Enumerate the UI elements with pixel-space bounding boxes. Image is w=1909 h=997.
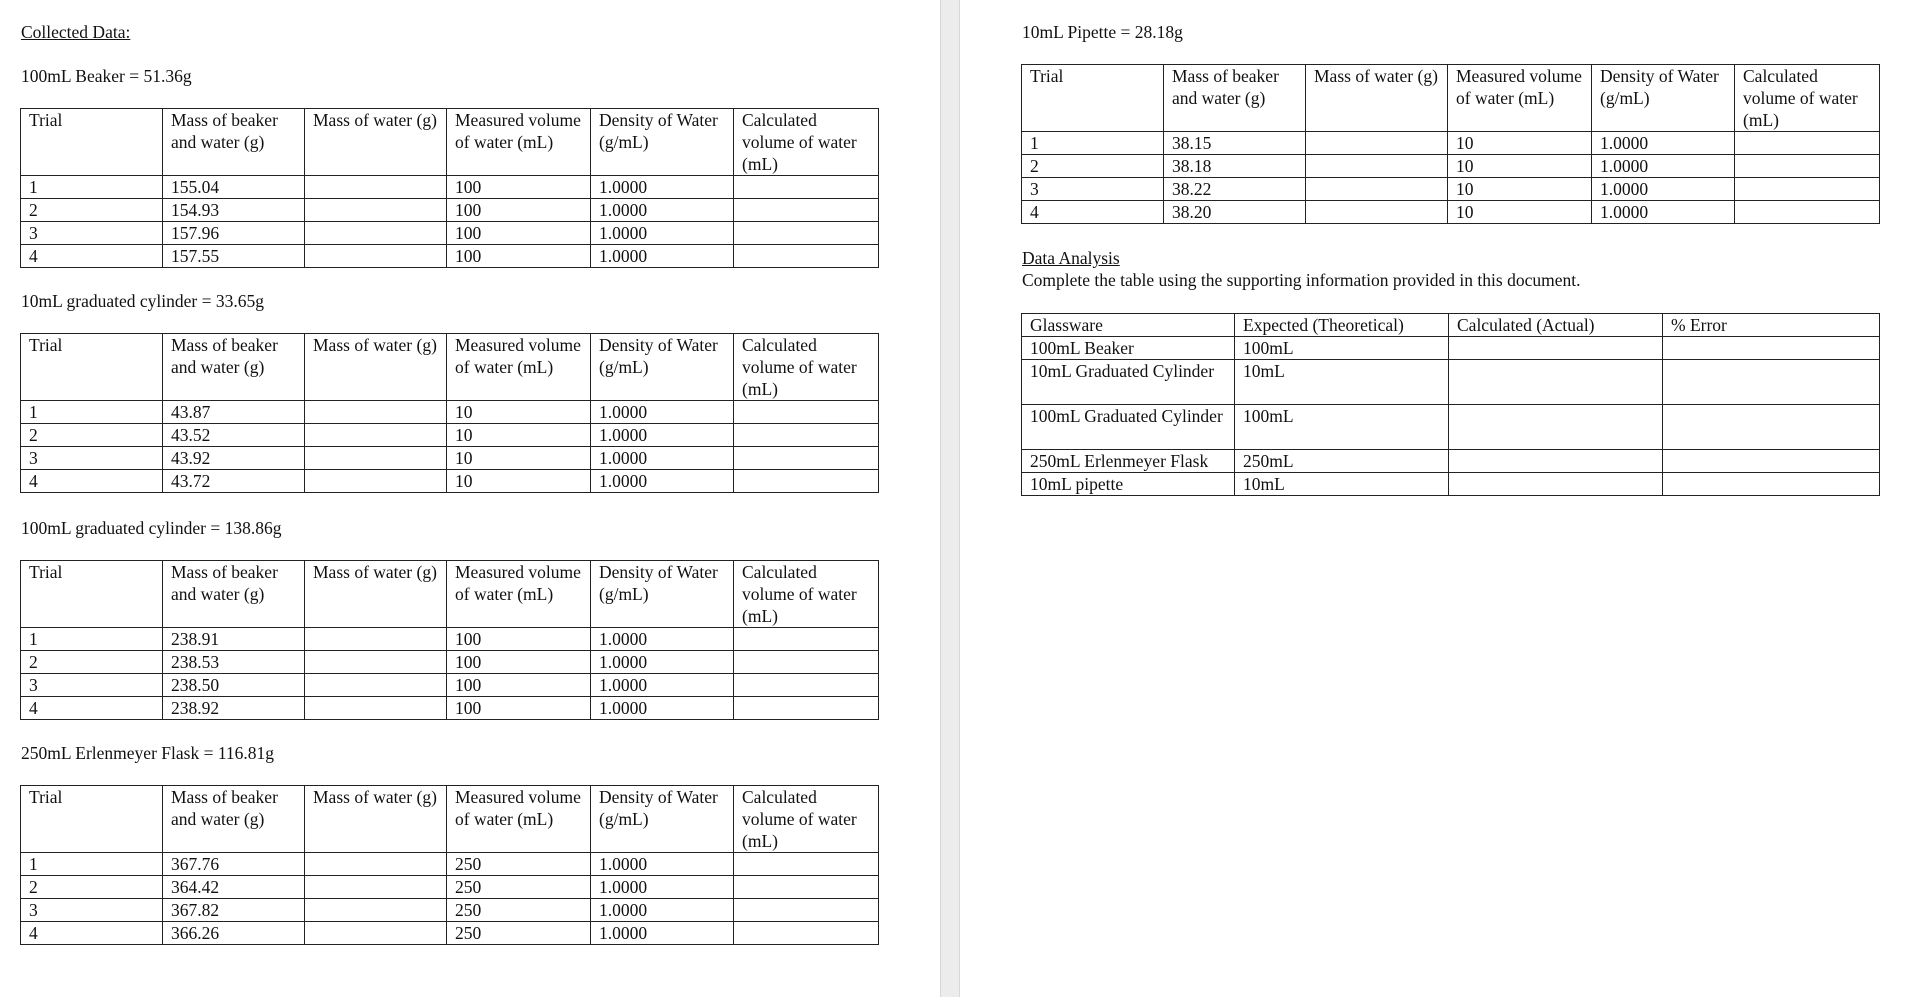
cell-mass[interactable]: 367.82 [163,899,305,922]
table-row [1022,132,1880,155]
cell-density[interactable]: 1.0000 [1592,132,1735,155]
cell-water[interactable] [305,470,447,493]
cell-water[interactable] [305,876,447,899]
header-cell: Mass of beaker and water (g) [163,786,305,853]
cell-trial[interactable]: 1 [21,853,163,876]
cell-calc[interactable] [734,853,879,876]
table-header-row [21,334,879,401]
cell-mass[interactable]: 38.20 [1164,201,1306,224]
data-table [20,785,879,945]
cell-trial[interactable]: 3 [21,222,163,245]
cell-glassware[interactable]: 10mL Graduated Cylinder [1022,360,1235,405]
cell-trial[interactable]: 4 [21,697,163,720]
cell-mass[interactable]: 154.93 [163,199,305,222]
cell-calc[interactable] [734,199,879,222]
table-row [21,922,879,945]
header-cell: Trial [1022,65,1164,132]
cell-volume[interactable]: 250 [447,876,591,899]
table-label: 10mL graduated cylinder = 33.65g [21,291,264,311]
table-row [21,899,879,922]
cell-calc[interactable] [734,447,879,470]
cell-trial[interactable]: 2 [21,876,163,899]
cell-calc[interactable] [734,922,879,945]
table-row [1022,155,1880,178]
cell-mass[interactable]: 157.55 [163,245,305,268]
cell-density[interactable]: 1.0000 [591,922,734,945]
header-cell: Trial [21,786,163,853]
cell-water[interactable] [305,651,447,674]
cell-actual[interactable] [1449,450,1663,473]
table-label: 10mL Pipette = 28.18g [1022,22,1183,42]
data-table [20,333,879,493]
pipette-data-table [1021,64,1880,224]
cell-trial[interactable]: 2 [1022,155,1164,178]
cell-mass[interactable]: 38.22 [1164,178,1306,201]
cell-mass[interactable]: 38.18 [1164,155,1306,178]
cell-trial[interactable]: 3 [21,674,163,697]
cell-density[interactable]: 1.0000 [591,899,734,922]
cell-error[interactable] [1663,450,1880,473]
analysis-instruction: Complete the table using the supporting information provided in this document. [1022,270,1581,290]
cell-trial[interactable]: 2 [21,424,163,447]
table-header-row [21,786,879,853]
header-cell: Density of Water (g/mL) [591,334,734,401]
header-cell: Trial [21,334,163,401]
cell-water[interactable] [305,199,447,222]
cell-volume[interactable]: 10 [1448,155,1592,178]
cell-calc[interactable] [734,674,879,697]
cell-calc[interactable] [1735,132,1880,155]
table-row [1022,178,1880,201]
cell-calc[interactable] [734,222,879,245]
table-header-row [1022,65,1880,132]
cell-expected[interactable]: 100mL [1235,405,1449,450]
cell-calc[interactable] [734,651,879,674]
cell-trial[interactable]: 1 [21,401,163,424]
cell-water[interactable] [305,424,447,447]
cell-trial[interactable]: 2 [21,199,163,222]
header-cell: Calculated (Actual) [1449,314,1663,337]
header-cell: Glassware [1022,314,1235,337]
table-row [21,697,879,720]
cell-water[interactable] [1306,155,1448,178]
header-cell: Density of Water (g/mL) [1592,65,1735,132]
document-page-left [0,0,940,997]
cell-volume[interactable]: 100 [447,245,591,268]
cell-water[interactable] [305,674,447,697]
cell-volume[interactable]: 10 [1448,178,1592,201]
cell-water[interactable] [305,447,447,470]
cell-trial[interactable]: 4 [21,922,163,945]
cell-density[interactable]: 1.0000 [1592,201,1735,224]
cell-volume[interactable]: 10 [447,447,591,470]
cell-density[interactable]: 1.0000 [591,674,734,697]
table-header-row [21,561,879,628]
data-table [20,560,879,720]
cell-density[interactable]: 1.0000 [591,697,734,720]
cell-trial[interactable]: 4 [21,470,163,493]
header-cell: Mass of water (g) [305,334,447,401]
cell-density[interactable]: 1.0000 [591,651,734,674]
cell-mass[interactable]: 366.26 [163,922,305,945]
cell-trial[interactable]: 3 [21,899,163,922]
cell-expected[interactable]: 10mL [1235,473,1449,496]
cell-actual[interactable] [1449,360,1663,405]
table-row [21,628,879,651]
header-cell: Trial [21,561,163,628]
cell-error[interactable] [1663,473,1880,496]
table-row [21,651,879,674]
table-row [21,176,879,199]
cell-water[interactable] [305,853,447,876]
cell-calc[interactable] [734,899,879,922]
cell-calc[interactable] [1735,155,1880,178]
header-cell: Density of Water (g/mL) [591,109,734,176]
cell-volume[interactable]: 250 [447,853,591,876]
table-row [21,424,879,447]
cell-trial[interactable]: 3 [21,447,163,470]
cell-volume[interactable]: 10 [447,424,591,447]
cell-actual[interactable] [1449,337,1663,360]
header-cell: Calculated volume of water (mL) [734,786,879,853]
cell-error[interactable] [1663,337,1880,360]
header-cell: Measured volume of water (mL) [1448,65,1592,132]
header-cell: Calculated volume of water (mL) [734,561,879,628]
cell-trial[interactable]: 4 [21,245,163,268]
cell-calc[interactable] [734,245,879,268]
cell-water[interactable] [305,176,447,199]
cell-density[interactable]: 1.0000 [591,401,734,424]
cell-density[interactable]: 1.0000 [1592,155,1735,178]
header-cell: Density of Water (g/mL) [591,786,734,853]
cell-mass[interactable]: 43.92 [163,447,305,470]
cell-density[interactable]: 1.0000 [1592,178,1735,201]
data-table [20,108,879,268]
header-cell: Measured volume of water (mL) [447,334,591,401]
collected-data-heading: Collected Data: [21,22,131,42]
header-cell: Calculated volume of water (mL) [734,109,879,176]
analysis-table [1021,313,1880,496]
table-row [1022,473,1880,496]
header-cell: Mass of beaker and water (g) [163,334,305,401]
cell-volume[interactable]: 10 [1448,132,1592,155]
cell-density[interactable]: 1.0000 [591,424,734,447]
cell-mass[interactable]: 238.91 [163,628,305,651]
cell-mass[interactable]: 238.53 [163,651,305,674]
header-cell: Measured volume of water (mL) [447,561,591,628]
cell-water[interactable] [305,899,447,922]
cell-density[interactable]: 1.0000 [591,628,734,651]
cell-volume[interactable]: 100 [447,697,591,720]
cell-glassware[interactable]: 100mL Graduated Cylinder [1022,405,1235,450]
cell-trial[interactable]: 3 [1022,178,1164,201]
table-row [21,470,879,493]
cell-mass[interactable]: 43.72 [163,470,305,493]
cell-mass[interactable]: 238.50 [163,674,305,697]
cell-volume[interactable]: 100 [447,628,591,651]
cell-trial[interactable]: 1 [21,628,163,651]
cell-water[interactable] [305,922,447,945]
table-label: 250mL Erlenmeyer Flask = 116.81g [21,743,275,763]
cell-density[interactable]: 1.0000 [591,470,734,493]
header-cell: Mass of beaker and water (g) [1164,65,1306,132]
cell-density[interactable]: 1.0000 [591,176,734,199]
table-header-row [1022,314,1880,337]
cell-actual[interactable] [1449,473,1663,496]
header-cell: Mass of beaker and water (g) [163,561,305,628]
cell-volume[interactable]: 100 [447,199,591,222]
cell-mass[interactable]: 155.04 [163,176,305,199]
cell-volume[interactable]: 250 [447,899,591,922]
cell-density[interactable]: 1.0000 [591,222,734,245]
cell-expected[interactable]: 100mL [1235,337,1449,360]
cell-volume[interactable]: 100 [447,176,591,199]
cell-error[interactable] [1663,405,1880,450]
cell-actual[interactable] [1449,405,1663,450]
document-page-right [960,0,1909,997]
cell-trial[interactable]: 2 [21,651,163,674]
table-row [21,222,879,245]
cell-mass[interactable]: 238.92 [163,697,305,720]
cell-mass[interactable]: 364.42 [163,876,305,899]
cell-volume[interactable]: 100 [447,674,591,697]
cell-mass[interactable]: 38.15 [1164,132,1306,155]
header-cell: Mass of water (g) [305,109,447,176]
cell-water[interactable] [305,245,447,268]
cell-water[interactable] [305,401,447,424]
header-cell: Mass of beaker and water (g) [163,109,305,176]
header-cell: Mass of water (g) [1306,65,1448,132]
header-cell: Trial [21,109,163,176]
table-label: 100mL graduated cylinder = 138.86g [21,518,282,538]
cell-density[interactable]: 1.0000 [591,447,734,470]
cell-trial[interactable]: 1 [21,176,163,199]
cell-mass[interactable]: 367.76 [163,853,305,876]
cell-trial[interactable]: 1 [1022,132,1164,155]
header-cell: % Error [1663,314,1880,337]
header-cell: Density of Water (g/mL) [591,561,734,628]
table-row [21,401,879,424]
cell-glassware[interactable]: 10mL pipette [1022,473,1235,496]
page-gutter [940,0,960,997]
cell-water[interactable] [305,697,447,720]
cell-density[interactable]: 1.0000 [591,199,734,222]
cell-expected[interactable]: 250mL [1235,450,1449,473]
cell-calc[interactable] [734,697,879,720]
cell-volume[interactable]: 10 [447,470,591,493]
cell-volume[interactable]: 10 [447,401,591,424]
header-cell: Measured volume of water (mL) [447,109,591,176]
header-cell: Mass of water (g) [305,561,447,628]
cell-glassware[interactable]: 100mL Beaker [1022,337,1235,360]
cell-water[interactable] [1306,178,1448,201]
table-row [21,199,879,222]
cell-calc[interactable] [734,876,879,899]
table-row [21,245,879,268]
cell-volume[interactable]: 250 [447,922,591,945]
table-label: 100mL Beaker = 51.36g [21,66,192,86]
cell-density[interactable]: 1.0000 [591,245,734,268]
data-analysis-heading: Data Analysis [1022,248,1120,268]
cell-calc[interactable] [734,628,879,651]
table-row [21,674,879,697]
table-row [21,853,879,876]
cell-mass[interactable]: 43.87 [163,401,305,424]
cell-calc[interactable] [734,176,879,199]
cell-mass[interactable]: 157.96 [163,222,305,245]
cell-volume[interactable]: 100 [447,651,591,674]
cell-density[interactable]: 1.0000 [591,876,734,899]
table-header-row [21,109,879,176]
cell-glassware[interactable]: 250mL Erlenmeyer Flask [1022,450,1235,473]
cell-calc[interactable] [734,424,879,447]
cell-error[interactable] [1663,360,1880,405]
header-cell: Measured volume of water (mL) [447,786,591,853]
cell-volume[interactable]: 100 [447,222,591,245]
cell-water[interactable] [1306,132,1448,155]
cell-mass[interactable]: 43.52 [163,424,305,447]
header-cell: Calculated volume of water (mL) [734,334,879,401]
cell-water[interactable] [305,628,447,651]
cell-calc[interactable] [1735,178,1880,201]
cell-calc[interactable] [734,401,879,424]
table-row [21,447,879,470]
header-cell: Calculated volume of water (mL) [1735,65,1880,132]
cell-water[interactable] [1306,201,1448,224]
table-row [1022,405,1880,450]
cell-density[interactable]: 1.0000 [591,853,734,876]
table-row [1022,201,1880,224]
cell-expected[interactable]: 10mL [1235,360,1449,405]
header-cell: Mass of water (g) [305,786,447,853]
header-cell: Expected (Theoretical) [1235,314,1449,337]
table-row [1022,337,1880,360]
cell-calc[interactable] [734,470,879,493]
cell-trial[interactable]: 4 [1022,201,1164,224]
cell-calc[interactable] [1735,201,1880,224]
table-row [1022,450,1880,473]
cell-water[interactable] [305,222,447,245]
table-row [1022,360,1880,405]
cell-volume[interactable]: 10 [1448,201,1592,224]
table-row [21,876,879,899]
